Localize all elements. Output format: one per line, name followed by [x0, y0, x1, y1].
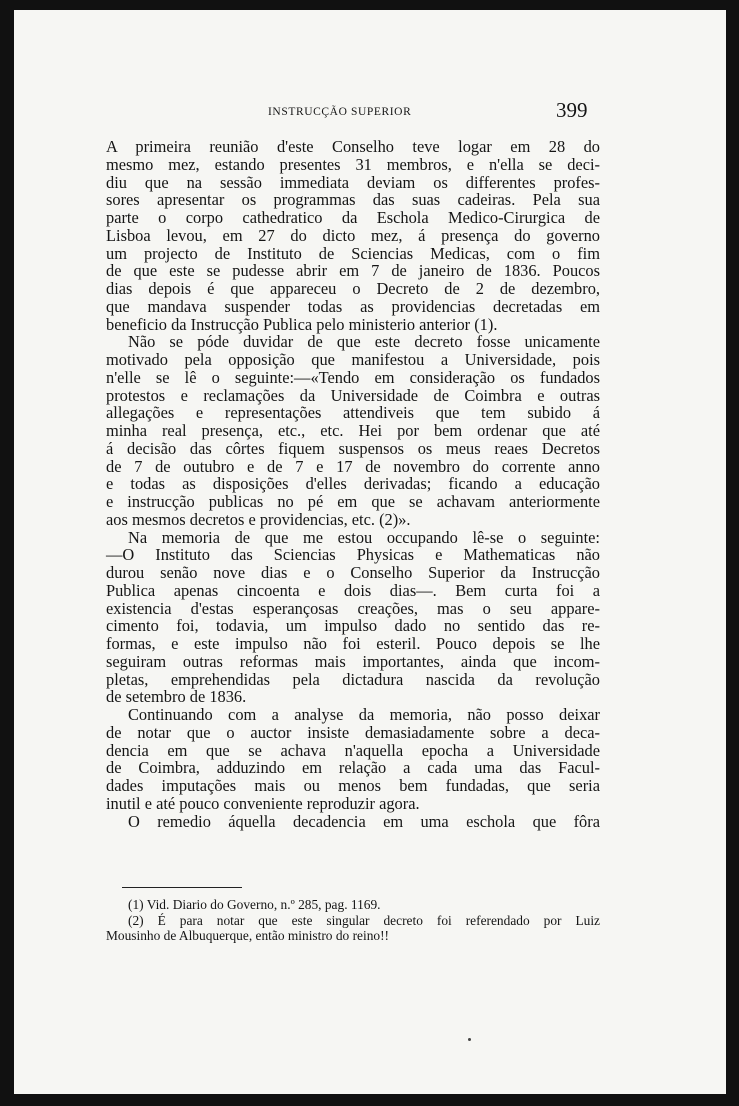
text-line: um projecto de Instituto de Sciencias Medicas, com o fim — [106, 243, 600, 263]
book-page — [14, 10, 726, 1094]
footnote-line: (2) É para notar que este singular decreto foi referendado por Luiz — [128, 912, 600, 928]
text-line: formas, e este impulso não foi esteril. Pouco depois se lhe — [106, 634, 600, 653]
text-line: durou senão nove dias e o Conselho Superior da Instrucção — [106, 563, 600, 582]
text-line: O remedio áquella decadencia em uma eschola que fôra — [128, 811, 600, 831]
text-line: mesmo mez, estando presentes 31 membros, e n'ella se deci- — [106, 154, 600, 174]
running-title: INSTRUCÇÃO SUPERIOR — [268, 106, 412, 118]
text-line: dias depois é que appareceu o Decreto de 2 de dezembro, — [106, 279, 600, 298]
text-line: cimento foi, todavia, um impulso dado no sentido das re- — [106, 616, 600, 636]
text-line: que mandava suspender todas as providencias decretadas em — [106, 296, 600, 316]
paragraph-2 — [106, 333, 600, 528]
text-line: existencia d'estas esperançosas creações, mas o seu appare- — [106, 598, 600, 618]
text-line: pletas, emprehendidas pela dictadura nascida da revolução — [106, 669, 600, 689]
text-line: aos mesmos decretos e providencias, etc. (2)». — [106, 509, 411, 529]
footnote-line: (1) Vid. Diario do Governo, n.º 285, pag. 1169. — [128, 897, 381, 912]
text-line: n'elle se lê o seguinte:—«Tendo em consideração os fundados — [106, 367, 600, 387]
text-line: Continuando com a analyse da memoria, não posso deixar — [128, 705, 600, 724]
footnotes — [106, 897, 600, 944]
text-line: dades imputações mais ou menos bem fundadas, que seria — [106, 776, 600, 795]
text-line: A primeira reunião d'este Conselho teve logar em 28 do — [106, 137, 600, 156]
text-line: á decisão das côrtes fiquem suspensos os meus reaes Decretos — [106, 438, 600, 458]
text-line: seguiram outras reformas mais importantes, ainda que incom- — [106, 651, 600, 671]
ink-speck — [468, 1038, 471, 1041]
text-line: minha real presença, etc., etc. Hei por bem ordenar que até — [106, 421, 600, 440]
text-line: diu que na sessão immediata deviam os differentes profes- — [106, 172, 600, 192]
text-line: Lisboa levou, em 27 do dicto mez, á presença do governo — [106, 225, 600, 245]
footnote-2 — [106, 913, 600, 944]
paragraph-4 — [106, 706, 600, 813]
text-line: de Coimbra, adduzindo em relação a cada uma das Facul- — [106, 758, 600, 778]
text-line: protestos e reclamações da Universidade de Coimbra e outras — [106, 385, 600, 405]
text-line: motivado pela opposição que manifestou a Universidade, pois — [106, 350, 600, 369]
text-line: de que este se pudesse abrir em 7 de janeiro de 1836. Poucos — [106, 261, 600, 281]
text-line: Não se póde duvidar de que este decreto fosse unicamente — [128, 332, 600, 352]
text-line: —O Instituto das Sciencias Physicas e Mathematicas não — [106, 545, 600, 565]
text-line: Publica apenas cincoenta e dois dias—. Bem curta foi a — [106, 580, 600, 600]
page-header — [14, 96, 726, 126]
text-line: beneficio da Instrucção Publica pelo ministerio anterior (1). — [106, 314, 498, 334]
text-line: allegações e representações attendiveis que tem subido á — [106, 403, 600, 423]
page-number: 399 — [556, 98, 588, 122]
paragraph-5 — [106, 813, 600, 831]
text-line: e todas as disposições d'elles derivadas; ficando a educação — [106, 474, 600, 494]
paragraph-3 — [106, 529, 600, 707]
text-line: de notar que o auctor insiste demasiadamente sobre a deca- — [106, 722, 600, 742]
text-line: sores apresentar os programmas das suas cadeiras. Pela sua — [106, 190, 600, 210]
text-line: inutil e até pouco conveniente reproduzir agora. — [106, 793, 420, 813]
footnote-1 — [106, 897, 600, 913]
text-line: Na memoria de que me estou occupando lê-se o seguinte: — [128, 527, 600, 547]
text-line: de 7 de outubro e de 7 e 17 de novembro do corrente anno — [106, 456, 600, 476]
body-text — [106, 138, 600, 830]
footnote-line: Mousinho de Albuquerque, então ministro do reino!! — [106, 928, 390, 943]
paragraph-1 — [106, 138, 600, 333]
text-line: parte o corpo cathedratico da Eschola Medico-Cirurgica de — [106, 208, 600, 227]
text-line: e instrucção publicas no pé em que se achavam anteriormente — [106, 492, 600, 511]
footnote-divider — [122, 887, 242, 888]
text-line: de setembro de 1836. — [106, 687, 247, 707]
text-line: dencia em que se achava n'aquella epocha a Universidade — [106, 740, 600, 760]
